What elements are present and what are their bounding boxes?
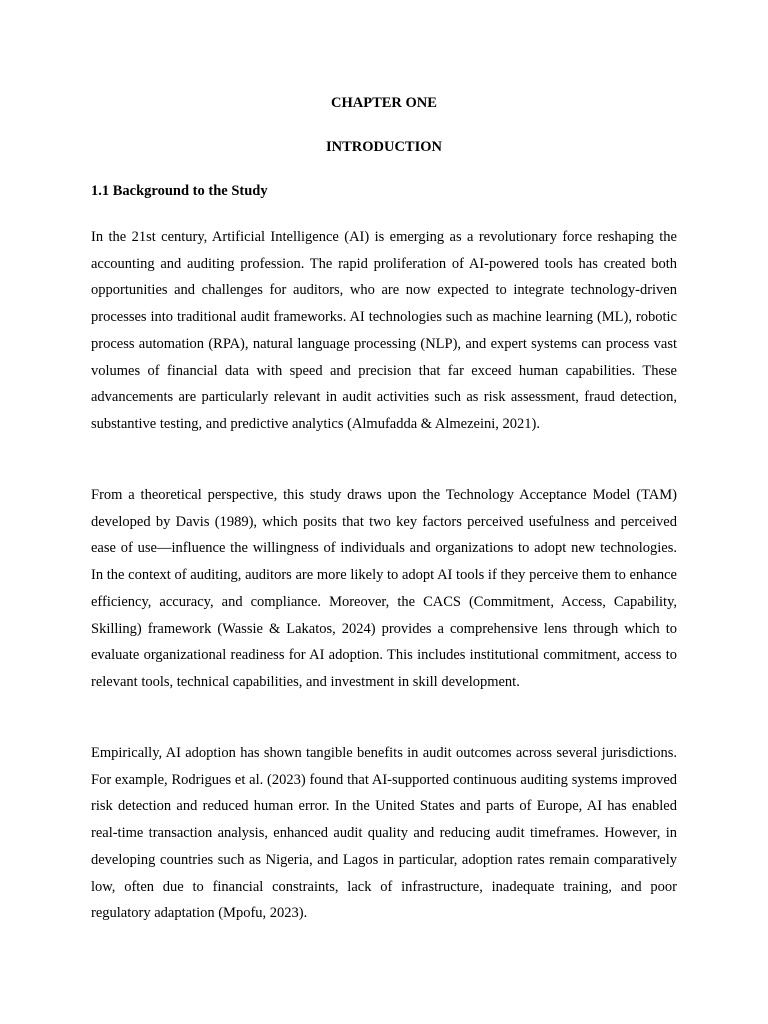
paragraph: From a theoretical perspective, this study draws upon the Technology Acceptance Model (TAM) developed by Davis (1989), which posits that two key factors perceived usefulness and perceived ease of use—influence the willingness of individuals and organizations to adopt new technologies. In the context of auditing, auditors are more likely to adopt AI tools if they perceive them to enhance efficiency, accuracy, and compliance. Moreover, the CACS (Commitment, Access, Capability, Skilling) framework (Wassie & Lakatos, 2024) provides a comprehensive lens through which to evaluate organizational readiness for AI adoption. This includes institutional commitment, access to relevant tools, technical capabilities, and investment in skill development. xyxy=(91,487,677,690)
section-heading: 1.1 Background to the Study xyxy=(91,183,268,199)
chapter-subtitle: INTRODUCTION xyxy=(325,139,442,155)
paragraph: In the 21st century, Artificial Intelligence (AI) is emerging as a revolutionary force reshaping the accounting and auditing profession. The rapid proliferation of AI-powered tools has created both opportunities and challenges for auditors, who are now expected to integrate technology-driven processes into traditional audit frameworks. AI technologies such as machine learning (ML), robotic process automation (RPA), natural language processing (NLP), and expert systems can process vast volumes of financial data with speed and precision that far exceed human capabilities. These advancements are particularly relevant in audit activities such as risk assessment, fraud detection, substantive testing, and predictive analytics (Almufadda & Almezeini, 2021). xyxy=(91,229,677,432)
paragraph: Empirically, AI adoption has shown tangible benefits in audit outcomes across several jurisdictions. For example, Rodrigues et al. (2023) found that AI-supported continuous auditing systems improved risk detection and reduced human error. In the United States and parts of Europe, AI has enabled real-time transaction analysis, enhanced audit quality and reducing audit timeframes. However, in developing countries such as Nigeria, and Lagos in particular, adoption rates remain comparatively low, often due to financial constraints, lack of infrastructure, inadequate training, and poor regulatory adaptation (Mpofu, 2023). xyxy=(91,745,677,922)
chapter-title: CHAPTER ONE xyxy=(331,95,437,111)
